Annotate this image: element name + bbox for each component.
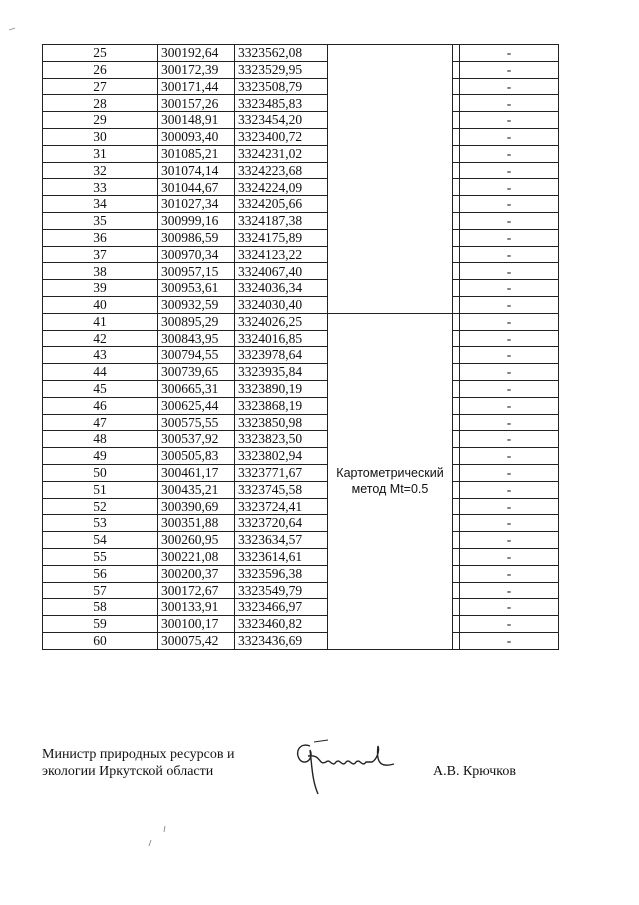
x-coordinate-cell: 300843,95 xyxy=(158,330,235,347)
table-row xyxy=(43,112,559,129)
y-coordinate-cell: 3324030,40 xyxy=(235,296,328,313)
accuracy-mark-cell: - xyxy=(460,498,559,515)
point-number-cell: 49 xyxy=(43,448,158,465)
point-number-cell: 34 xyxy=(43,196,158,213)
point-number-cell: 53 xyxy=(43,515,158,532)
accuracy-mark-cell: - xyxy=(460,313,559,330)
y-coordinate-cell: 3323529,95 xyxy=(235,61,328,78)
spacer-cell xyxy=(453,481,460,498)
spacer-cell xyxy=(453,397,460,414)
x-coordinate-cell: 300148,91 xyxy=(158,112,235,129)
y-coordinate-cell: 3323634,57 xyxy=(235,532,328,549)
spacer-cell xyxy=(453,313,460,330)
point-number-cell: 45 xyxy=(43,380,158,397)
table-row xyxy=(43,45,559,62)
point-number-cell: 36 xyxy=(43,229,158,246)
x-coordinate-cell: 300505,83 xyxy=(158,448,235,465)
x-coordinate-cell: 300970,34 xyxy=(158,246,235,263)
point-number-cell: 47 xyxy=(43,414,158,431)
spacer-cell xyxy=(453,212,460,229)
point-number-cell: 32 xyxy=(43,162,158,179)
y-coordinate-cell: 3323454,20 xyxy=(235,112,328,129)
accuracy-mark-cell: - xyxy=(460,330,559,347)
table-row xyxy=(43,582,559,599)
accuracy-mark-cell: - xyxy=(460,95,559,112)
spacer-cell xyxy=(453,179,460,196)
x-coordinate-cell: 300435,21 xyxy=(158,481,235,498)
table-row xyxy=(43,128,559,145)
accuracy-mark-cell: - xyxy=(460,112,559,129)
point-number-cell: 43 xyxy=(43,347,158,364)
spacer-cell xyxy=(453,364,460,381)
table-row xyxy=(43,464,559,481)
accuracy-mark-cell: - xyxy=(460,128,559,145)
y-coordinate-cell: 3323868,19 xyxy=(235,397,328,414)
spacer-cell xyxy=(453,229,460,246)
coordinates-table-body xyxy=(43,45,559,650)
accuracy-mark-cell: - xyxy=(460,481,559,498)
point-number-cell: 44 xyxy=(43,364,158,381)
table-row xyxy=(43,296,559,313)
spacer-cell xyxy=(453,61,460,78)
x-coordinate-cell: 300794,55 xyxy=(158,347,235,364)
x-coordinate-cell: 300625,44 xyxy=(158,397,235,414)
x-coordinate-cell: 300537,92 xyxy=(158,431,235,448)
method-text-line1: Картометрический xyxy=(336,466,444,481)
accuracy-mark-cell: - xyxy=(460,565,559,582)
x-coordinate-cell: 301074,14 xyxy=(158,162,235,179)
accuracy-mark-cell: - xyxy=(460,548,559,565)
table-row xyxy=(43,280,559,297)
y-coordinate-cell: 3324175,89 xyxy=(235,229,328,246)
x-coordinate-cell: 300172,39 xyxy=(158,61,235,78)
spacer-cell xyxy=(453,414,460,431)
spacer-cell xyxy=(453,464,460,481)
x-coordinate-cell: 300895,29 xyxy=(158,313,235,330)
point-number-cell: 35 xyxy=(43,212,158,229)
table-row xyxy=(43,196,559,213)
table-row xyxy=(43,212,559,229)
accuracy-mark-cell: - xyxy=(460,196,559,213)
point-number-cell: 51 xyxy=(43,481,158,498)
signatory-position xyxy=(42,746,234,780)
y-coordinate-cell: 3324016,85 xyxy=(235,330,328,347)
table-row xyxy=(43,313,559,330)
point-number-cell: 57 xyxy=(43,582,158,599)
point-number-cell: 40 xyxy=(43,296,158,313)
point-number-cell: 29 xyxy=(43,112,158,129)
accuracy-mark-cell: - xyxy=(460,347,559,364)
y-coordinate-cell: 3324231,02 xyxy=(235,145,328,162)
y-coordinate-cell: 3324224,09 xyxy=(235,179,328,196)
point-number-cell: 55 xyxy=(43,548,158,565)
point-number-cell: 41 xyxy=(43,313,158,330)
y-coordinate-cell: 3323400,72 xyxy=(235,128,328,145)
spacer-cell xyxy=(453,515,460,532)
table-row xyxy=(43,498,559,515)
table-row xyxy=(43,380,559,397)
point-number-cell: 30 xyxy=(43,128,158,145)
accuracy-mark-cell: - xyxy=(460,380,559,397)
table-row xyxy=(43,532,559,549)
point-number-cell: 42 xyxy=(43,330,158,347)
point-number-cell: 33 xyxy=(43,179,158,196)
spacer-cell xyxy=(453,632,460,649)
x-coordinate-cell: 300739,65 xyxy=(158,364,235,381)
spacer-cell xyxy=(453,347,460,364)
x-coordinate-cell: 300157,26 xyxy=(158,95,235,112)
x-coordinate-cell: 300133,91 xyxy=(158,599,235,616)
x-coordinate-cell: 300100,17 xyxy=(158,616,235,633)
point-number-cell: 28 xyxy=(43,95,158,112)
spacer-cell xyxy=(453,112,460,129)
x-coordinate-cell: 300172,67 xyxy=(158,582,235,599)
point-number-cell: 26 xyxy=(43,61,158,78)
table-row xyxy=(43,599,559,616)
table-row xyxy=(43,397,559,414)
table-row xyxy=(43,565,559,582)
y-coordinate-cell: 3323771,67 xyxy=(235,464,328,481)
accuracy-mark-cell: - xyxy=(460,162,559,179)
table-row xyxy=(43,431,559,448)
spacer-cell xyxy=(453,280,460,297)
y-coordinate-cell: 3323562,08 xyxy=(235,45,328,62)
point-number-cell: 58 xyxy=(43,599,158,616)
table-row xyxy=(43,179,559,196)
y-coordinate-cell: 3323614,61 xyxy=(235,548,328,565)
point-number-cell: 52 xyxy=(43,498,158,515)
accuracy-mark-cell: - xyxy=(460,632,559,649)
accuracy-mark-cell: - xyxy=(460,431,559,448)
y-coordinate-cell: 3323978,64 xyxy=(235,347,328,364)
spacer-cell xyxy=(453,95,460,112)
y-coordinate-cell: 3323935,84 xyxy=(235,364,328,381)
table-row xyxy=(43,229,559,246)
spacer-cell xyxy=(453,128,460,145)
y-coordinate-cell: 3323485,83 xyxy=(235,95,328,112)
accuracy-mark-cell: - xyxy=(460,61,559,78)
point-number-cell: 37 xyxy=(43,246,158,263)
accuracy-mark-cell: - xyxy=(460,616,559,633)
scan-speck xyxy=(8,26,16,32)
y-coordinate-cell: 3323720,64 xyxy=(235,515,328,532)
spacer-cell xyxy=(453,431,460,448)
spacer-cell xyxy=(453,196,460,213)
spacer-cell xyxy=(453,246,460,263)
table-row xyxy=(43,632,559,649)
point-number-cell: 25 xyxy=(43,45,158,62)
x-coordinate-cell: 300390,69 xyxy=(158,498,235,515)
spacer-cell xyxy=(453,565,460,582)
spacer-cell xyxy=(453,616,460,633)
table-row xyxy=(43,448,559,465)
accuracy-mark-cell: - xyxy=(460,212,559,229)
y-coordinate-cell: 3324205,66 xyxy=(235,196,328,213)
table-row xyxy=(43,364,559,381)
x-coordinate-cell: 300093,40 xyxy=(158,128,235,145)
table-row xyxy=(43,263,559,280)
spacer-cell xyxy=(453,582,460,599)
y-coordinate-cell: 3323596,38 xyxy=(235,565,328,582)
table-row xyxy=(43,246,559,263)
y-coordinate-cell: 3323508,79 xyxy=(235,78,328,95)
spacer-cell xyxy=(453,162,460,179)
spacer-cell xyxy=(453,45,460,62)
x-coordinate-cell: 300260,95 xyxy=(158,532,235,549)
table-row xyxy=(43,145,559,162)
method-text-line2: метод Mt=0.5 xyxy=(351,482,429,497)
table-row xyxy=(43,162,559,179)
spacer-cell xyxy=(453,263,460,280)
point-number-cell: 59 xyxy=(43,616,158,633)
accuracy-mark-cell: - xyxy=(460,582,559,599)
table-row xyxy=(43,548,559,565)
table-row xyxy=(43,78,559,95)
spacer-cell xyxy=(453,380,460,397)
accuracy-mark-cell: - xyxy=(460,464,559,481)
y-coordinate-cell: 3324123,22 xyxy=(235,246,328,263)
x-coordinate-cell: 300075,42 xyxy=(158,632,235,649)
x-coordinate-cell: 301044,67 xyxy=(158,179,235,196)
y-coordinate-cell: 3323466,97 xyxy=(235,599,328,616)
signatory-position-line2: экологии Иркутской области xyxy=(42,764,214,779)
y-coordinate-cell: 3323890,19 xyxy=(235,380,328,397)
y-coordinate-cell: 3324026,25 xyxy=(235,313,328,330)
spacer-cell xyxy=(453,498,460,515)
table-row xyxy=(43,515,559,532)
accuracy-mark-cell: - xyxy=(460,263,559,280)
table-row xyxy=(43,616,559,633)
table-row xyxy=(43,330,559,347)
spacer-cell xyxy=(453,599,460,616)
y-coordinate-cell: 3323724,41 xyxy=(235,498,328,515)
point-number-cell: 38 xyxy=(43,263,158,280)
accuracy-mark-cell: - xyxy=(460,78,559,95)
x-coordinate-cell: 300221,08 xyxy=(158,548,235,565)
accuracy-mark-cell: - xyxy=(460,364,559,381)
method-cell-group-2 xyxy=(328,313,453,649)
point-number-cell: 46 xyxy=(43,397,158,414)
accuracy-mark-cell: - xyxy=(460,45,559,62)
accuracy-mark-cell: - xyxy=(460,515,559,532)
y-coordinate-cell: 3324223,68 xyxy=(235,162,328,179)
y-coordinate-cell: 3324187,38 xyxy=(235,212,328,229)
accuracy-mark-cell: - xyxy=(460,397,559,414)
table-row xyxy=(43,481,559,498)
accuracy-mark-cell: - xyxy=(460,229,559,246)
scan-speck xyxy=(145,824,169,854)
x-coordinate-cell: 300575,55 xyxy=(158,414,235,431)
signatory-name: А.В. Крючков xyxy=(433,764,516,779)
x-coordinate-cell: 300200,37 xyxy=(158,565,235,582)
y-coordinate-cell: 3324036,34 xyxy=(235,280,328,297)
spacer-cell xyxy=(453,145,460,162)
x-coordinate-cell: 300665,31 xyxy=(158,380,235,397)
point-number-cell: 50 xyxy=(43,464,158,481)
accuracy-mark-cell: - xyxy=(460,280,559,297)
accuracy-mark-cell: - xyxy=(460,145,559,162)
x-coordinate-cell: 300957,15 xyxy=(158,263,235,280)
signatory-position-line1: Министр природных ресурсов и xyxy=(42,747,235,762)
accuracy-mark-cell: - xyxy=(460,296,559,313)
x-coordinate-cell: 300932,59 xyxy=(158,296,235,313)
coordinates-table xyxy=(42,44,559,650)
accuracy-mark-cell: - xyxy=(460,599,559,616)
table-row xyxy=(43,95,559,112)
accuracy-mark-cell: - xyxy=(460,179,559,196)
point-number-cell: 31 xyxy=(43,145,158,162)
x-coordinate-cell: 300192,64 xyxy=(158,45,235,62)
y-coordinate-cell: 3323823,50 xyxy=(235,431,328,448)
y-coordinate-cell: 3324067,40 xyxy=(235,263,328,280)
table-row xyxy=(43,414,559,431)
x-coordinate-cell: 300999,16 xyxy=(158,212,235,229)
point-number-cell: 48 xyxy=(43,431,158,448)
spacer-cell xyxy=(453,330,460,347)
accuracy-mark-cell: - xyxy=(460,414,559,431)
table-row xyxy=(43,347,559,364)
x-coordinate-cell: 300461,17 xyxy=(158,464,235,481)
method-cell-group-1 xyxy=(328,45,453,314)
y-coordinate-cell: 3323850,98 xyxy=(235,414,328,431)
y-coordinate-cell: 3323460,82 xyxy=(235,616,328,633)
accuracy-mark-cell: - xyxy=(460,448,559,465)
accuracy-mark-cell: - xyxy=(460,532,559,549)
spacer-cell xyxy=(453,532,460,549)
table-row xyxy=(43,61,559,78)
spacer-cell xyxy=(453,548,460,565)
accuracy-mark-cell: - xyxy=(460,246,559,263)
y-coordinate-cell: 3323745,58 xyxy=(235,481,328,498)
y-coordinate-cell: 3323436,69 xyxy=(235,632,328,649)
spacer-cell xyxy=(453,448,460,465)
spacer-cell xyxy=(453,296,460,313)
point-number-cell: 27 xyxy=(43,78,158,95)
x-coordinate-cell: 300171,44 xyxy=(158,78,235,95)
point-number-cell: 56 xyxy=(43,565,158,582)
point-number-cell: 54 xyxy=(43,532,158,549)
x-coordinate-cell: 301085,21 xyxy=(158,145,235,162)
x-coordinate-cell: 301027,34 xyxy=(158,196,235,213)
y-coordinate-cell: 3323549,79 xyxy=(235,582,328,599)
y-coordinate-cell: 3323802,94 xyxy=(235,448,328,465)
x-coordinate-cell: 300953,61 xyxy=(158,280,235,297)
x-coordinate-cell: 300986,59 xyxy=(158,229,235,246)
x-coordinate-cell: 300351,88 xyxy=(158,515,235,532)
spacer-cell xyxy=(453,78,460,95)
handwritten-signature xyxy=(288,732,400,798)
point-number-cell: 60 xyxy=(43,632,158,649)
point-number-cell: 39 xyxy=(43,280,158,297)
